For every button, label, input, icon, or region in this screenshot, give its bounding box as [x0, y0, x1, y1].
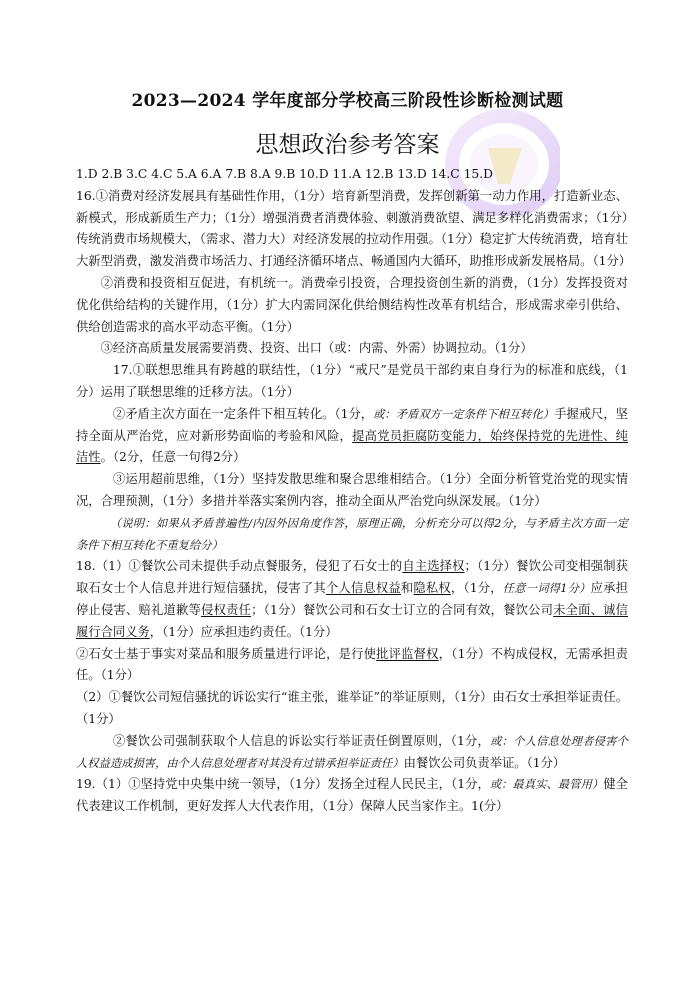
- q18-part-2-point-2: [76, 731, 628, 775]
- q18-p1-text-a: 18.（1）①餐饮公司未提供手动点餐服务，侵犯了石女士的: [76, 559, 403, 574]
- q17-point-2-underlined: 提高党员拒腐防变能力，始终保持党的先进性、纯洁性: [76, 428, 628, 465]
- q17-point-2-text: ②矛盾主次方面在一定条件下相互转化。（1分，: [112, 406, 374, 421]
- q17-point-2-alt: 或：矛盾双方一定条件下相互转化）: [373, 407, 555, 421]
- q19-p1-text-c: 健全代表建议工作机制，更好发挥人大代表作用，（1分）保障人民当家作主。1(: [76, 777, 628, 814]
- q16-point-3: ③经济高质量发展需要消费、投资、出口（或：内需、外需）协调拉动。（1分）: [100, 341, 533, 356]
- q18-p1-text-c: 和: [400, 581, 414, 596]
- q18-p1-alt: 任意一词得1分）: [502, 582, 591, 596]
- q18-p2-text-b: ，（1分）不构成侵权，无需承担责任。（1分）: [76, 646, 628, 683]
- q18-point-2: [76, 644, 628, 688]
- q18-p4-text-c: 由餐饮公司负责举证。（1分）: [403, 755, 566, 770]
- q17-note: （说明：如果从矛盾普遍性/内因外因角度作答，原理正确，分析充分可以得2分，与矛盾主次方面一定条件下相互转化不重复给分）: [76, 516, 628, 552]
- answer-content: [76, 164, 632, 818]
- q16-point-1: 16.①消费对经济发展具有基础性作用，（1分）培育新型消费，发挥创新第一动力作用，打造新业态、新模式，形成新质生产力；（1分）增强消费者消费体验、刺激消费欲望、满足多样化消费需求；（1分）传统消费市场规模大，（需求、潜力大）对经济发展的拉动作用强。（1分）稳定扩大传统消费，培育壮大新型消费，激发消费市场活力、打通经济循环堵点、畅通国内大循环，助推形成新发展格局。（1分）: [76, 188, 632, 269]
- q17-point-2-score: 。（2分，任意一句得2分）: [100, 450, 246, 465]
- q18-p4-alt: 或：个人信息处理者侵害个人权益造成损害，由个人信息处理者对其没有过错承担举证责任）: [76, 734, 628, 770]
- page-title: 2023—2024 学年度部分学校高三阶段性诊断检测试题: [131, 91, 564, 111]
- q18-p1-text-h: ，（1分）应承担违约责任。（1分）: [149, 624, 338, 639]
- q18-term-personal-info: 个人信息权益: [325, 581, 401, 596]
- q18-term-privacy: 隐私权: [413, 581, 451, 596]
- q18-p4-text-a: ②餐饮公司强制获取个人信息的诉讼实行举证责任倒置原则，（1分，: [112, 733, 491, 748]
- q18-term-tort: 侵权责任: [201, 602, 252, 617]
- q18-term-choice: 自主选择权: [402, 559, 465, 574]
- q18-p1-text-f: 应承担停止侵害、赔礼道歉等: [76, 581, 628, 617]
- q17-point-1: 17.①联想思维具有跨越的联结性，（1分）“戒尺”是党员干部约束自身行为的标准和底线，（1分）运用了联想思维的迁移方法。（1分）: [76, 363, 628, 399]
- q18-point-1: [76, 556, 628, 643]
- q19-p1-text-d: 分）: [483, 799, 509, 814]
- q18-p1-text-g: ；（1分）餐饮公司和石女士订立的合同有效，餐饮公司: [251, 602, 554, 617]
- q17-point-2: [76, 404, 628, 469]
- q18-part-2-point-1: （2）①餐饮公司短信骚扰的诉讼实行“谁主张，谁举证”的举证原则，（1分）由石女士承担举证责任。（1分）: [76, 690, 628, 726]
- q17-point-3: ③运用超前思维，（1分）坚持发散思维和聚合思维相结合。（1分）全面分析管党治党的现实情况，合理预测，（1分）多措并举落实案例内容，推动全面从严治党向纵深发展。（1分）: [76, 472, 628, 508]
- q18-p2-text-a: ②石女士基于事实对菜品和服务质量进行评论，是行使: [76, 646, 377, 661]
- q16-point-2: ②消费和投资相互促进，有机统一。消费牵引投资，合理投资创生新的消费，（1分）发挥投资对优化供给结构的关键作用，（1分）扩大内需同深化供给侧结构性改革有机结合，形成需求牵引供给、供给创造需求的高水平动态平衡。（1分）: [76, 275, 628, 334]
- q18-term-criticism: 批评监督权: [376, 646, 439, 661]
- q17-point-2-body: 手握戒尺，坚持全面从严治党，应对新形势面临的考验和风险，: [76, 406, 628, 443]
- q19-point-1: [76, 774, 628, 818]
- q19-p1-alt: 或：最真实、最管用）: [489, 778, 604, 792]
- q18-p1-text-b: ；（1分）餐饮公司变相强制获取石女士个人信息并进行短信骚扰，侵害了其: [76, 559, 628, 596]
- q19-p1-text-a: 19.（1）①坚持党中央集中统一领导，（1分）发扬全过程人民民主，（1分，: [76, 777, 490, 792]
- choice-answers: 1.D 2.B 3.C 4.C 5.A 6.A 7.B 8.A 9.B 10.D 11.A 12.B 13.D 14.C 15.D: [76, 167, 493, 181]
- q18-term-contract: 未全面、诚信履行合同义务: [76, 602, 628, 639]
- page-subtitle: 思想政治参考答案: [255, 132, 440, 158]
- q18-p1-text-d: ，（1分，: [450, 581, 503, 596]
